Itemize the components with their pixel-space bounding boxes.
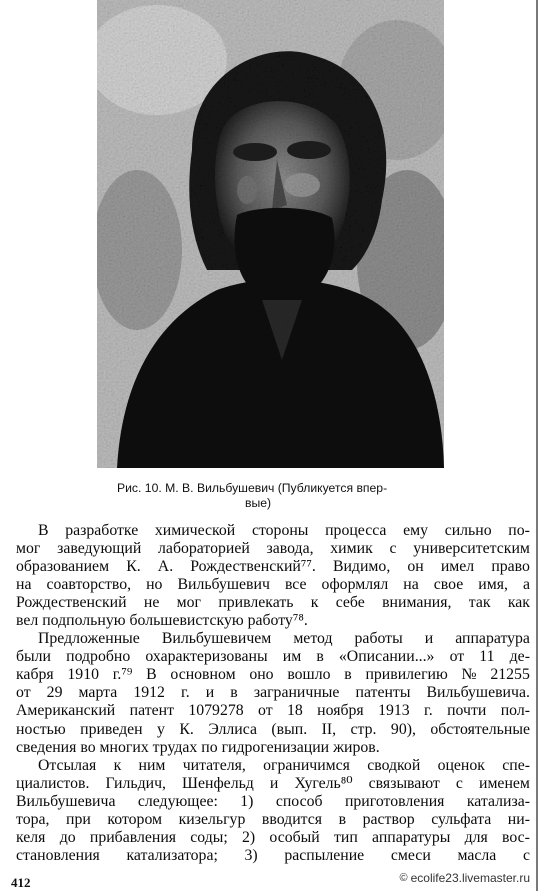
- word: метод: [293, 630, 333, 648]
- word: «Описании...»: [338, 648, 435, 666]
- word: работы: [354, 630, 403, 648]
- word: Шенфельд: [182, 774, 254, 792]
- word: Рождественский: [16, 594, 127, 612]
- word: 11: [479, 648, 495, 666]
- word: у: [157, 720, 165, 738]
- word: №: [461, 666, 477, 684]
- word: пол-: [500, 702, 530, 720]
- word: от: [449, 648, 465, 666]
- word: от: [16, 684, 31, 702]
- word: кизельгур: [178, 810, 246, 828]
- portrait-photo: [97, 0, 444, 468]
- word: ни-: [507, 810, 530, 828]
- word: патент: [129, 702, 174, 720]
- word: почти: [447, 702, 487, 720]
- word: г.: [424, 702, 433, 720]
- word: читателя,: [182, 756, 246, 774]
- word: В: [38, 522, 49, 539]
- word: раствор: [362, 810, 415, 828]
- word: не: [143, 594, 160, 612]
- word: себе: [335, 594, 365, 612]
- text-line: [16, 775, 530, 793]
- word: образованием: [16, 558, 110, 576]
- word: тип: [333, 828, 358, 846]
- word: Рождественский⁷⁷.: [190, 558, 316, 576]
- word: вошло: [287, 666, 331, 684]
- portrait-image: [97, 0, 444, 468]
- word: Вильбушевича.: [426, 684, 530, 702]
- word: К.: [126, 558, 141, 576]
- text-line: [16, 793, 530, 811]
- word: подробно: [66, 648, 131, 666]
- word: для: [464, 828, 488, 846]
- word: 2): [242, 828, 256, 846]
- word: патенты: [355, 684, 411, 702]
- word: сводкой: [367, 756, 421, 774]
- word: циалистов.: [16, 774, 90, 792]
- text-line: [16, 702, 530, 720]
- word: соавторство,: [46, 576, 132, 594]
- word: сульфата: [431, 810, 492, 828]
- word: оно: [249, 666, 274, 684]
- word: котором: [107, 810, 163, 828]
- word: 1912: [133, 684, 165, 702]
- word: Эллиса: [208, 720, 257, 738]
- word: К.: [179, 720, 194, 738]
- text-line: [16, 630, 530, 648]
- word: спе-: [502, 756, 530, 774]
- word: заграничные: [253, 684, 340, 702]
- page-number: 412: [11, 875, 31, 890]
- caption-line-1: Рис. 10. М. В. Вильбушевич (Публикуется впер-: [117, 481, 388, 495]
- word: свое: [433, 576, 464, 594]
- word: 3): [244, 846, 258, 864]
- word: катализатора;: [126, 846, 218, 864]
- word: 90),: [390, 720, 416, 738]
- word: с: [522, 846, 530, 864]
- word: II,: [321, 720, 337, 738]
- text-line: [16, 721, 530, 739]
- word: де-: [509, 648, 530, 666]
- word: химик: [330, 540, 373, 558]
- word: процесса: [325, 522, 387, 539]
- word: завода,: [266, 540, 314, 558]
- word: ноября: [317, 702, 364, 720]
- word: при: [66, 810, 91, 828]
- word: ему: [403, 522, 429, 539]
- text-line: вел подпольную большевистскую работу⁷⁸.: [16, 612, 308, 630]
- word: приготовления: [344, 792, 445, 810]
- word: разработке: [65, 522, 139, 539]
- word: но: [146, 576, 163, 594]
- word: мог: [176, 594, 202, 612]
- text-line: [16, 684, 530, 702]
- text-line: [16, 540, 530, 558]
- word: к: [310, 594, 319, 612]
- word: ностью: [16, 720, 66, 738]
- word: были: [16, 648, 51, 666]
- word: соды;: [190, 828, 228, 846]
- word: внимания,: [382, 594, 452, 612]
- article-body: [16, 522, 530, 865]
- paragraph-3: [16, 757, 530, 865]
- word: Видимо,: [332, 558, 391, 576]
- word: оценок: [437, 756, 485, 774]
- word: 1913: [378, 702, 410, 720]
- figure-caption: [117, 481, 447, 511]
- word: смеси: [390, 846, 431, 864]
- word: Вильбушевича: [16, 792, 116, 810]
- word: стороны: [251, 522, 309, 539]
- word: основном: [170, 666, 236, 684]
- word: на: [403, 576, 419, 594]
- word: университетским: [413, 540, 530, 558]
- text-line: [16, 522, 530, 540]
- word: связывают: [368, 774, 440, 792]
- word: Предложенные: [38, 630, 140, 648]
- word: привилегию: [365, 666, 448, 684]
- word: вводится: [261, 810, 323, 828]
- word: вос-: [502, 828, 530, 846]
- word: кабря: [16, 666, 54, 684]
- word: на: [16, 576, 32, 594]
- word: и: [205, 684, 215, 702]
- word: в: [316, 648, 324, 666]
- word: им: [282, 648, 302, 666]
- word: 1): [240, 792, 254, 810]
- word: в: [338, 810, 347, 828]
- word: становления: [16, 846, 100, 864]
- word: по-: [508, 522, 530, 539]
- word: ограничимся: [263, 756, 350, 774]
- word: охарактеризованы: [145, 648, 268, 666]
- word: сильно: [444, 522, 492, 539]
- word: право: [491, 558, 530, 576]
- text-line: [16, 829, 530, 847]
- word: особый: [269, 828, 320, 846]
- word: аппаратуры: [372, 828, 451, 846]
- text-line: [16, 666, 530, 684]
- word: имя,: [478, 576, 508, 594]
- word: к: [113, 756, 122, 774]
- text-line: [16, 847, 530, 865]
- word: марта: [78, 684, 118, 702]
- word: с: [455, 774, 463, 792]
- word: г.⁷⁹: [112, 666, 133, 684]
- word: и: [269, 774, 279, 792]
- paragraph-1: [16, 522, 530, 630]
- word: именем: [478, 774, 530, 792]
- word: масла: [457, 846, 497, 864]
- word: он: [407, 558, 424, 576]
- word: Гильдич,: [105, 774, 166, 792]
- paragraph-2: [16, 630, 530, 756]
- word: Отсылая: [38, 756, 97, 774]
- word: 21255: [490, 666, 530, 684]
- word: распыление: [284, 846, 365, 864]
- text-line: [16, 576, 530, 594]
- watermark-text: ecolife23.livemaster.ru: [410, 871, 530, 885]
- word: келя: [16, 828, 46, 846]
- word: 1910: [67, 666, 99, 684]
- word: аппаратура: [455, 630, 530, 648]
- word: г.: [181, 684, 190, 702]
- word: все: [284, 576, 307, 594]
- caption-line-2: вые): [245, 496, 272, 510]
- word: а: [522, 576, 530, 594]
- word: Американский: [16, 702, 116, 720]
- text-line: [16, 558, 530, 576]
- word: следующее:: [137, 792, 218, 810]
- word: А.: [157, 558, 174, 576]
- copyright-icon: ©: [399, 872, 408, 884]
- word: химической: [154, 522, 236, 539]
- word: до: [59, 828, 76, 846]
- word: в: [344, 666, 352, 684]
- word: В: [146, 666, 157, 684]
- word: катализа-: [466, 792, 530, 810]
- word: оформлял: [321, 576, 389, 594]
- word: способ: [275, 792, 323, 810]
- word: и: [424, 630, 434, 648]
- word: заведующий: [57, 540, 142, 558]
- text-line: [16, 757, 530, 775]
- word: приведен: [80, 720, 143, 738]
- word: тора,: [16, 810, 50, 828]
- word: 1079278: [188, 702, 244, 720]
- watermark[interactable]: [396, 870, 535, 886]
- word: Хугель⁸⁰: [294, 774, 353, 792]
- word: ним: [138, 756, 166, 774]
- text-line: сведения во многих трудах по гидрогенизации жиров.: [16, 738, 380, 756]
- word: (вып.: [271, 720, 308, 738]
- text-line: [16, 594, 530, 612]
- word: обстоятельные: [430, 720, 530, 738]
- word: в: [230, 684, 238, 702]
- word: Вильбушевич: [177, 576, 270, 594]
- word: так: [468, 594, 491, 612]
- word: от: [258, 702, 273, 720]
- word: стр.: [350, 720, 377, 738]
- word: прибавления: [89, 828, 177, 846]
- word: мог: [16, 540, 41, 558]
- word: лабораторией: [158, 540, 250, 558]
- word: Вильбушевичем: [161, 630, 272, 648]
- word: имел: [440, 558, 475, 576]
- word: привлекать: [218, 594, 294, 612]
- text-line: [16, 648, 530, 666]
- word: с: [389, 540, 397, 558]
- text-line: [16, 811, 530, 829]
- word: 29: [46, 684, 63, 702]
- word: 18: [287, 702, 303, 720]
- word: как: [507, 594, 530, 612]
